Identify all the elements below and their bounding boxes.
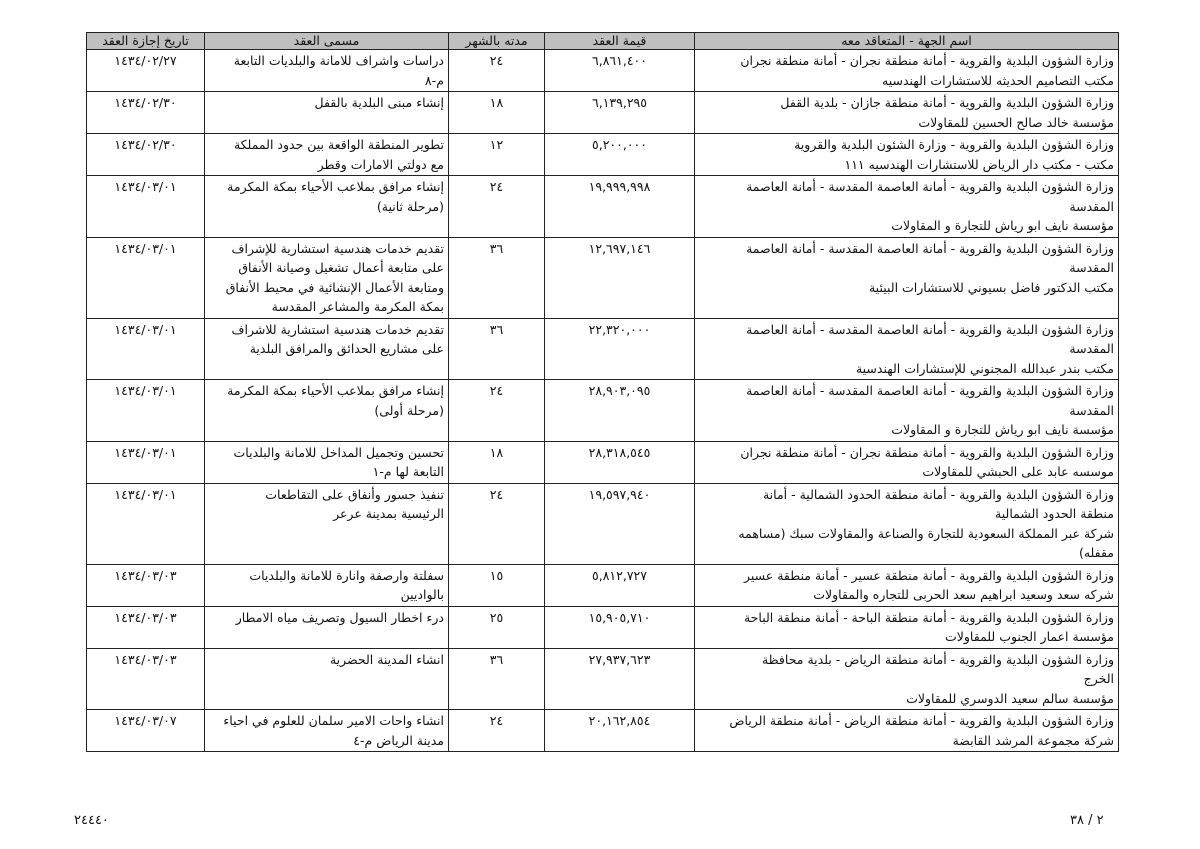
title-cell <box>205 483 449 564</box>
date-cell: ١٤٣٤/٠٢/٣٠ <box>87 134 205 176</box>
title-cell-line: (مرحلة ثانية) <box>376 198 444 214</box>
date-cell: ١٤٣٤/٠٣/٠١ <box>87 176 205 238</box>
title-cell <box>205 441 449 483</box>
entity-cell-line: المقدسة <box>1069 198 1114 214</box>
date-cell: ١٤٣٤/٠٣/٠٣ <box>87 606 205 648</box>
date-cell: ١٤٣٤/٠٢/٢٧ <box>87 50 205 92</box>
title-cell-line: على مشاريع الحدائق والمرافق البلدية <box>249 341 444 356</box>
document-code: ٢٤٤٤٠ <box>74 813 109 828</box>
duration-cell: ٣٦ <box>449 237 545 318</box>
title-cell-line: تقديم خدمات هندسية استشارية للاشراف <box>231 321 444 337</box>
date-cell: ١٤٣٤/٠٢/٣٠ <box>87 92 205 134</box>
title-cell <box>205 606 449 648</box>
table-row <box>87 380 1119 442</box>
entity-cell <box>695 237 1119 318</box>
entity-cell <box>695 176 1119 238</box>
entity-cell <box>695 92 1119 134</box>
entity-cell-line: وزارة الشؤون البلدية والقروية - أمانة العاصمة المقدسة - أمانة العاصمة <box>746 179 1114 194</box>
header-date: تاريخ إجازة العقد <box>87 33 205 50</box>
title-cell <box>205 237 449 318</box>
entity-cell-line: شركة مجموعة المرشد القابضة <box>952 732 1114 748</box>
value-cell: ٢٢,٣٢٠,٠٠٠ <box>545 318 695 380</box>
table-row <box>87 237 1119 318</box>
entity-cell <box>695 564 1119 606</box>
value-cell: ٢٨,٣١٨,٥٤٥ <box>545 441 695 483</box>
entity-cell-line: مكتب الدكتور فاضل بسيوني للاستشارات البيئية <box>868 279 1114 295</box>
table-header-row <box>87 33 1119 50</box>
value-cell: ١٩,٥٩٧,٩٤٠ <box>545 483 695 564</box>
title-cell <box>205 50 449 92</box>
date-cell: ١٤٣٤/٠٣/٠١ <box>87 237 205 318</box>
title-cell-line: إنشاء مرافق بملاعب الأحياء بمكة المكرمة <box>227 179 444 194</box>
table-row <box>87 606 1119 648</box>
entity-cell-line: وزارة الشؤون البلدية والقروية - أمانة العاصمة المقدسة - أمانة العاصمة <box>746 321 1114 337</box>
table-row <box>87 483 1119 564</box>
entity-cell-line: وزارة الشؤون البلدية والقروية - وزارة الشئون البلدية والقروية <box>794 137 1114 152</box>
entity-cell <box>695 50 1119 92</box>
duration-cell: ١٥ <box>449 564 545 606</box>
table-row <box>87 92 1119 134</box>
title-cell-line: تنفيذ جسور وأنفاق على التقاطعات <box>265 486 444 502</box>
duration-cell: ٣٦ <box>449 648 545 710</box>
entity-cell <box>695 710 1119 752</box>
duration-cell: ١٨ <box>449 92 545 134</box>
entity-cell <box>695 648 1119 710</box>
entity-cell-line: مؤسسة اعمار الجنوب للمقاولات <box>945 629 1114 644</box>
title-cell-line: دراسات واشراف للامانة والبلديات التابعة <box>233 53 444 68</box>
entity-cell-line: وزارة الشؤون البلدية والقروية - أمانة منطقة الحدود الشمالية - أمانة <box>762 486 1114 502</box>
entity-cell-line: مكتب التصاميم الحديثه للاستشارات الهندسيه <box>882 72 1114 88</box>
table-row <box>87 134 1119 176</box>
entity-cell <box>695 606 1119 648</box>
entity-cell-line: مؤسسة نايف ابو رياش للتجارة و المقاولات <box>891 422 1114 437</box>
entity-cell-line: مؤسسة سالم سعيد الدوسري للمقاولات <box>906 690 1114 706</box>
value-cell: ٢٠,١٦٢,٨٥٤ <box>545 710 695 752</box>
title-cell-line: بمكة المكرمة والمشاعر المقدسة <box>271 299 444 314</box>
entity-cell <box>695 441 1119 483</box>
title-cell <box>205 134 449 176</box>
value-cell: ١٩,٩٩٩,٩٩٨ <box>545 176 695 238</box>
title-cell-line: انشاء المدينة الحضرية <box>329 651 444 667</box>
header-title: مسمى العقد <box>205 33 449 50</box>
table-row <box>87 50 1119 92</box>
title-cell-line: سفلتة وارصفة وانارة للامانة والبلديات <box>249 567 444 583</box>
duration-cell: ٢٤ <box>449 483 545 564</box>
entity-cell-line: وزارة الشؤون البلدية والقروية - أمانة منطقة نجران - أمانة منطقة نجران <box>740 53 1114 68</box>
entity-cell-line: مكتب بندر عبدالله المجنوني للإستشارات الهندسية <box>855 360 1114 376</box>
entity-cell-line: شركه سعد وسعيد ابراهيم سعد الحربى للتجاره والمقاولات <box>813 587 1114 602</box>
title-cell-line: مدينة الرياض م-٤ <box>353 732 444 748</box>
entity-cell-line: وزارة الشؤون البلدية والقروية - أمانة العاصمة المقدسة - أمانة العاصمة <box>746 383 1114 398</box>
date-cell: ١٤٣٤/٠٣/٠١ <box>87 441 205 483</box>
title-cell <box>205 710 449 752</box>
entity-cell-line: مكتب - مكتب دار الرياض للاستشارات الهندسيه ١١١ <box>844 156 1114 172</box>
table-row <box>87 710 1119 752</box>
table-body <box>87 50 1119 752</box>
header-duration: مدته بالشهر <box>449 33 545 50</box>
title-cell-line: مع دولتي الامارات وقطر <box>317 156 444 172</box>
title-cell-line: على متابعة أعمال تشغيل وصيانة الأنفاق <box>238 260 444 275</box>
page-number: ٢ / ٣٨ <box>1070 813 1104 828</box>
title-cell <box>205 380 449 442</box>
title-cell-line: درء اخطار السيول وتصريف مياه الامطار <box>235 609 444 625</box>
header-value: قيمة العقد <box>545 33 695 50</box>
value-cell: ١٢,٦٩٧,١٤٦ <box>545 237 695 318</box>
title-cell-line: انشاء واحات الامير سلمان للعلوم في احياء <box>223 713 444 728</box>
duration-cell: ٢٤ <box>449 380 545 442</box>
title-cell <box>205 564 449 606</box>
duration-cell: ٣٦ <box>449 318 545 380</box>
contracts-table <box>86 32 1119 752</box>
table-row <box>87 564 1119 606</box>
duration-cell: ٢٤ <box>449 50 545 92</box>
title-cell <box>205 176 449 238</box>
entity-cell-line: وزارة الشؤون البلدية والقروية - أمانة منطقة نجران - أمانة منطقة نجران <box>740 444 1114 460</box>
title-cell-line: بالواديين <box>400 587 444 602</box>
entity-cell-line: مقفله) <box>1078 545 1114 560</box>
title-cell-line: م-٨ <box>425 72 444 88</box>
title-cell-line: ومتابعة الأعمال الإنشائية في محيط الأنفاق <box>225 279 444 295</box>
title-cell-line: إنشاء مبنى البلدية بالقفل <box>314 95 444 110</box>
entity-cell-line: مؤسسة خالد صالح الحسين للمقاولات <box>918 114 1114 130</box>
title-cell-line: الرئيسية بمدينة عرعر <box>333 506 444 521</box>
date-cell: ١٤٣٤/٠٣/٠١ <box>87 483 205 564</box>
entity-cell <box>695 483 1119 564</box>
entity-cell-line: المقدسة <box>1069 260 1114 275</box>
duration-cell: ٢٥ <box>449 606 545 648</box>
title-cell <box>205 648 449 710</box>
date-cell: ١٤٣٤/٠٣/٠٧ <box>87 710 205 752</box>
entity-cell-line: وزارة الشؤون البلدية والقروية - أمانة منطقة جازان - بلدية القفل <box>780 95 1114 110</box>
entity-cell-line: شركة عبر المملكة السعودية للتجارة والصناعة والمقاولات سبك (مساهمه <box>738 525 1114 541</box>
entity-cell-line: مؤسسة نايف ابو رياش للتجارة و المقاولات <box>891 218 1114 233</box>
duration-cell: ١٢ <box>449 134 545 176</box>
table-row <box>87 648 1119 710</box>
date-cell: ١٤٣٤/٠٣/٠١ <box>87 318 205 380</box>
entity-cell-line: وزارة الشؤون البلدية والقروية - أمانة منطقة عسير - أمانة منطقة عسير <box>743 567 1114 583</box>
entity-cell-line: موسسه عابد على الحبشي للمقاولات <box>922 464 1114 479</box>
entity-cell-line: الخرج <box>1083 671 1114 686</box>
entity-cell-line: وزارة الشؤون البلدية والقروية - أمانة العاصمة المقدسة - أمانة العاصمة <box>746 240 1114 256</box>
entity-cell <box>695 380 1119 442</box>
table-row <box>87 176 1119 238</box>
duration-cell: ١٨ <box>449 441 545 483</box>
entity-cell <box>695 318 1119 380</box>
table-row <box>87 318 1119 380</box>
value-cell: ٦,١٣٩,٢٩٥ <box>545 92 695 134</box>
date-cell: ١٤٣٤/٠٣/٠٣ <box>87 564 205 606</box>
value-cell: ٢٨,٩٠٣,٠٩٥ <box>545 380 695 442</box>
title-cell-line: تطوير المنطقة الواقعة بين حدود المملكة <box>233 137 444 152</box>
title-cell-line: (مرحلة أولى) <box>374 402 444 418</box>
entity-cell-line: المقدسة <box>1069 402 1114 418</box>
duration-cell: ٢٤ <box>449 710 545 752</box>
title-cell-line: إنشاء مرافق بملاعب الأحياء بمكة المكرمة <box>227 383 444 398</box>
title-cell <box>205 92 449 134</box>
header-entity: اسم الجهة - المتعاقد معه <box>695 33 1119 50</box>
entity-cell-line: وزارة الشؤون البلدية والقروية - أمانة منطقة الرياض - أمانة منطقة الرياض <box>729 713 1114 728</box>
table-row <box>87 441 1119 483</box>
value-cell: ٦,٨٦١,٤٠٠ <box>545 50 695 92</box>
entity-cell-line: منطقة الحدود الشمالية <box>995 506 1114 521</box>
entity-cell <box>695 134 1119 176</box>
title-cell-line: تحسين وتجميل المداخل للامانة والبلديات <box>233 444 444 460</box>
entity-cell-line: وزارة الشؤون البلدية والقروية - أمانة منطقة الرياض - بلدية محافظة <box>761 651 1114 667</box>
entity-cell-line: المقدسة <box>1069 341 1114 356</box>
value-cell: ١٥,٩٠٥,٧١٠ <box>545 606 695 648</box>
date-cell: ١٤٣٤/٠٣/٠٣ <box>87 648 205 710</box>
duration-cell: ٢٤ <box>449 176 545 238</box>
value-cell: ٥,٢٠٠,٠٠٠ <box>545 134 695 176</box>
value-cell: ٢٧,٩٣٧,٦٢٣ <box>545 648 695 710</box>
title-cell <box>205 318 449 380</box>
date-cell: ١٤٣٤/٠٣/٠١ <box>87 380 205 442</box>
entity-cell-line: وزارة الشؤون البلدية والقروية - أمانة منطقة الباحة - أمانة منطقة الباحة <box>743 609 1114 625</box>
title-cell-line: التابعة لها م-١ <box>372 464 444 479</box>
value-cell: ٥,٨١٢,٧٢٧ <box>545 564 695 606</box>
title-cell-line: تقديم خدمات هندسية استشارية للإشراف <box>231 240 444 256</box>
